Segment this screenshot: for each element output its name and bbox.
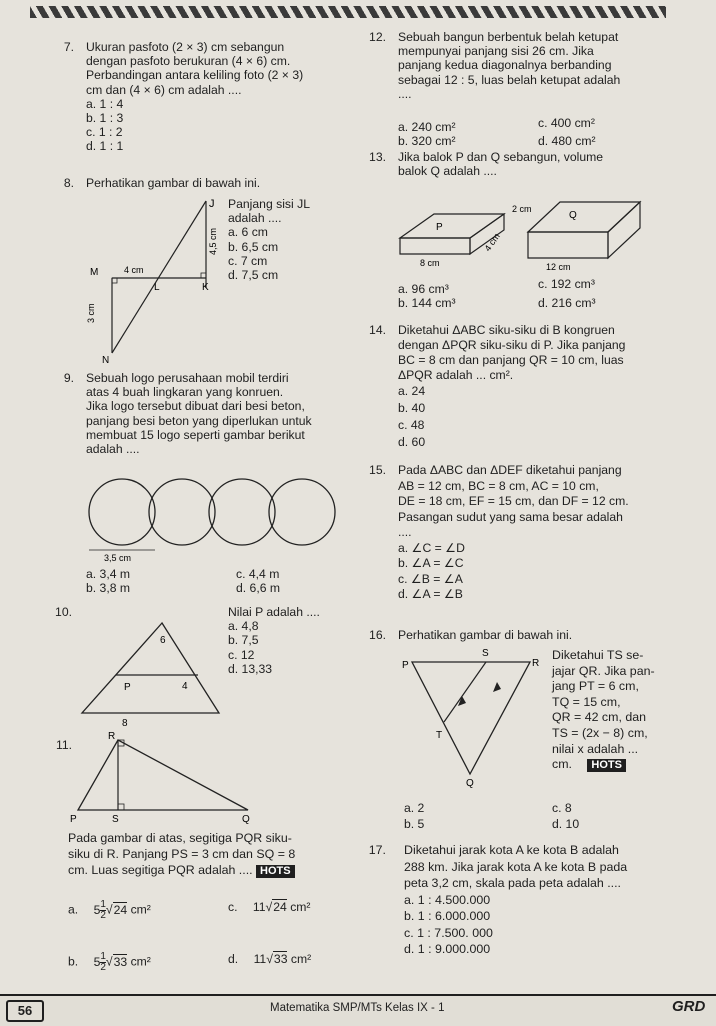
label-p: P bbox=[70, 814, 77, 825]
question-number: 12. bbox=[369, 30, 386, 44]
label-p: P bbox=[402, 660, 409, 671]
label-q: Q bbox=[569, 210, 577, 221]
question-15 bbox=[369, 463, 670, 603]
option-c[interactable]: c. 48 bbox=[398, 418, 425, 432]
question-number: 16. bbox=[369, 628, 386, 642]
length-p: 8 cm bbox=[420, 258, 440, 268]
option-a[interactable]: a. ∠C = ∠D bbox=[398, 540, 465, 555]
question-number: 9. bbox=[63, 371, 74, 385]
question-number: 8. bbox=[63, 176, 74, 190]
option-a[interactable]: a. 96 cm³ bbox=[398, 282, 449, 296]
option-b[interactable]: b. 3,8 m bbox=[86, 581, 131, 596]
option-d[interactable]: d. 13,33 bbox=[228, 661, 273, 676]
fraction bbox=[100, 952, 106, 973]
question-8 bbox=[63, 176, 356, 190]
question-text: Sebuah bangun berbentuk belah ketupat bbox=[398, 30, 619, 44]
question-number: 11. bbox=[55, 738, 72, 752]
q12-options bbox=[398, 116, 688, 148]
label-j: J bbox=[209, 198, 215, 210]
right-angle-mark bbox=[201, 273, 206, 278]
question-text: Ukuran pasfoto (2 × 3) cm sebangun bbox=[86, 40, 285, 54]
option-d[interactable]: d. 216 cm³ bbox=[538, 296, 596, 311]
label-8: 8 bbox=[122, 718, 128, 729]
length-jl: 4,5 cm bbox=[208, 227, 218, 255]
option-d[interactable]: d. 11√33 cm² bbox=[228, 952, 312, 966]
label-r: R bbox=[108, 731, 116, 742]
question-text: Perhatikan gambar di bawah ini. bbox=[86, 176, 261, 190]
question-text: adalah .... bbox=[86, 442, 140, 457]
q13-figure bbox=[394, 190, 664, 275]
q8-side-text bbox=[228, 197, 358, 282]
unit: cm² bbox=[290, 900, 311, 914]
question-text: atas 4 buah lingkaran yang konruen. bbox=[86, 385, 284, 400]
label-r: R bbox=[532, 658, 540, 669]
option-c[interactable]: c. 7 cm bbox=[228, 253, 268, 268]
depth-p: 4 cm bbox=[482, 231, 502, 254]
question-text: jajar QR. Jika pan- bbox=[552, 663, 655, 678]
width-q: 2 cm bbox=[512, 204, 532, 214]
question-number: 7. bbox=[63, 40, 74, 54]
option-c[interactable]: c. 11√24 cm² bbox=[228, 900, 311, 914]
question-text: dengan ΔPQR siku-siku di P. Jika panjang bbox=[398, 338, 626, 352]
option-c[interactable]: c. 4,4 m bbox=[236, 567, 280, 581]
right-angle-mark bbox=[112, 278, 117, 283]
radicand: 24 bbox=[273, 900, 287, 914]
balok-p-top bbox=[400, 214, 504, 238]
question-number: 17. bbox=[368, 843, 386, 857]
question-text: adalah .... bbox=[228, 211, 282, 226]
question-text: Sebuah logo perusahaan mobil terdiri bbox=[86, 371, 289, 385]
footer-title: Matematika SMP/MTs Kelas IX - 1 bbox=[270, 1002, 445, 1014]
q11-figure bbox=[68, 728, 258, 826]
question-text: membuat 15 logo seperti gambar berikut bbox=[86, 427, 305, 442]
option-b[interactable]: b. 7,5 bbox=[228, 633, 259, 648]
question-text: DE = 18 cm, EF = 15 cm, dan DF = 12 cm. bbox=[398, 494, 629, 508]
option-letter: d. bbox=[228, 952, 239, 966]
label-4: 4 bbox=[182, 681, 188, 692]
question-text: Jika logo tersebut dibuat dari besi beton, bbox=[86, 399, 305, 414]
option-c[interactable]: c. 12 bbox=[228, 647, 255, 662]
question-number: 15. bbox=[369, 463, 386, 477]
ring bbox=[269, 479, 335, 545]
question-text: Diketahui jarak kota A ke kota B adalah bbox=[404, 843, 619, 857]
unit: cm² bbox=[130, 954, 151, 969]
question-12 bbox=[369, 30, 668, 101]
option-d[interactable]: d. 6,6 m bbox=[236, 581, 281, 596]
label-n: N bbox=[102, 355, 110, 366]
question-11 bbox=[68, 830, 358, 878]
parallel-arrow bbox=[493, 682, 501, 692]
label-p: P bbox=[124, 682, 131, 693]
question-text: balok Q adalah .... bbox=[398, 164, 497, 179]
question-14 bbox=[369, 323, 670, 451]
question-text: Perbandingan antara keliling foto (2 × 3) bbox=[86, 68, 304, 83]
radicand: 33 bbox=[113, 954, 128, 969]
label-q: Q bbox=[242, 814, 250, 825]
option-d[interactable]: d. 1 : 1 bbox=[86, 139, 124, 154]
option-a[interactable]: a. 1 : 4 bbox=[86, 96, 124, 111]
ring bbox=[149, 479, 215, 545]
question-text: BC = 8 cm dan panjang QR = 10 cm, luas bbox=[398, 353, 624, 367]
question-text: Pasangan sudut yang sama besar adalah bbox=[398, 509, 623, 524]
question-text: siku di R. Panjang PS = 3 cm dan SQ = 8 bbox=[68, 847, 296, 861]
denominator: 2 bbox=[100, 962, 106, 973]
hots-badge: HOTS bbox=[256, 865, 295, 878]
q8-figure bbox=[84, 193, 224, 368]
label-6: 6 bbox=[160, 635, 166, 646]
option-d[interactable]: d. 10 bbox=[552, 817, 580, 831]
label-l: L bbox=[154, 282, 160, 293]
segment-ts bbox=[444, 662, 486, 722]
question-text: TQ = 15 cm, bbox=[552, 694, 621, 709]
option-d[interactable]: d. 7,5 cm bbox=[228, 268, 279, 283]
fraction bbox=[100, 900, 106, 921]
question-text: Jika balok P dan Q sebangun, volume bbox=[398, 150, 604, 164]
option-b[interactable]: b. 320 cm² bbox=[398, 134, 456, 149]
numerator: 1 bbox=[100, 951, 106, 962]
question-text: QR = 42 cm, dan bbox=[552, 710, 647, 725]
option-letter: b. bbox=[68, 954, 79, 969]
option-b[interactable]: b. 144 cm³ bbox=[398, 296, 456, 311]
label-s: S bbox=[112, 814, 119, 825]
option-a[interactable]: a. 24 bbox=[398, 384, 426, 398]
q9-figure-rings bbox=[84, 474, 344, 564]
option-d[interactable]: d. 1 : 9.000.000 bbox=[404, 942, 491, 956]
ring bbox=[209, 479, 275, 545]
option-d[interactable]: d. 60 bbox=[398, 435, 426, 449]
q10-figure bbox=[74, 615, 224, 730]
option-letter: a. bbox=[68, 902, 79, 917]
unit: cm² bbox=[130, 902, 151, 917]
option-b[interactable]: b. 1 : 3 bbox=[86, 111, 124, 126]
question-10 bbox=[228, 605, 358, 676]
question-13 bbox=[369, 150, 668, 179]
question-text: sebagai 12 : 5, luas belah ketupat adalah bbox=[398, 72, 621, 87]
q16-options bbox=[404, 800, 694, 832]
q16-side-text bbox=[552, 648, 682, 773]
question-text: ΔPQR adalah ... cm². bbox=[398, 368, 514, 382]
question-17 bbox=[368, 842, 686, 958]
question-text: AB = 12 cm, BC = 8 cm, AC = 10 cm, bbox=[398, 478, 599, 493]
option-b[interactable]: b. 1 : 6.000.000 bbox=[404, 909, 491, 923]
page-number: 56 bbox=[6, 1000, 44, 1022]
option-value: 5 bbox=[93, 954, 101, 969]
question-number: 13. bbox=[369, 150, 386, 164]
option-b[interactable]: b. 5 bbox=[404, 817, 425, 831]
right-angle-mark bbox=[118, 804, 124, 810]
question-text: Pada gambar di atas, segitiga PQR siku- bbox=[68, 831, 292, 845]
question-text: .... bbox=[398, 86, 412, 101]
question-text: Pada ΔABC dan ΔDEF diketahui panjang bbox=[398, 463, 622, 477]
option-value: 5 bbox=[93, 902, 101, 917]
label-t: T bbox=[436, 730, 443, 741]
question-number: 10. bbox=[55, 605, 72, 619]
balok-q-side bbox=[608, 202, 640, 258]
triangle-pqr bbox=[78, 740, 248, 810]
question-text: cm dan (4 × 6) cm adalah .... bbox=[86, 82, 242, 97]
question-text: peta 3,2 cm, skala pada peta adalah .... bbox=[404, 876, 621, 890]
question-text: mempunyai panjang sisi 26 cm. Jika bbox=[398, 44, 594, 59]
option-d[interactable]: d. ∠A = ∠B bbox=[398, 587, 463, 601]
question-text: Diketahui TS se- bbox=[552, 648, 644, 662]
option-a[interactable]: a. 1 : 4.500.000 bbox=[404, 892, 491, 907]
option-letter: c. bbox=[228, 900, 238, 914]
option-c[interactable]: c. 1 : 7.500. 000 bbox=[404, 925, 493, 940]
question-text: 288 km. Jika jarak kota A ke kota B pada bbox=[404, 859, 628, 874]
radicand: 24 bbox=[113, 902, 128, 917]
triangle-pqr bbox=[412, 662, 530, 774]
numerator: 1 bbox=[100, 899, 106, 910]
publisher-logo: GRD bbox=[672, 998, 706, 1015]
question-text: Nilai P adalah .... bbox=[228, 605, 320, 619]
option-b[interactable]: b. 6,5 cm bbox=[228, 239, 279, 254]
label-k: K bbox=[202, 282, 209, 293]
option-a[interactable]: a. 6 cm bbox=[228, 225, 268, 240]
q9-options bbox=[86, 567, 386, 595]
option-a[interactable]: a. 5 $\frac{1}{2}$ √24 cm² bbox=[68, 899, 151, 921]
question-text: nilai x adalah ... bbox=[552, 741, 639, 756]
option-value: 11 bbox=[253, 952, 267, 966]
question-text: panjang kedua diagonalnya berbanding bbox=[398, 58, 612, 73]
length-mk: 4 cm bbox=[124, 265, 144, 275]
ring bbox=[89, 479, 155, 545]
question-text: cm. Luas segitiga PQR adalah .... bbox=[68, 863, 253, 877]
q13-options bbox=[398, 277, 688, 310]
question-9 bbox=[63, 371, 356, 457]
label-s: S bbox=[482, 648, 489, 659]
question-text: Perhatikan gambar di bawah ini. bbox=[398, 628, 573, 642]
denominator: 2 bbox=[100, 910, 106, 921]
question-7 bbox=[63, 40, 356, 154]
question-text: cm. bbox=[552, 757, 572, 772]
q16-figure bbox=[398, 646, 548, 791]
left-column bbox=[63, 40, 356, 154]
option-b[interactable]: b. 5 $\frac{1}{2}$ √33 cm² bbox=[68, 951, 151, 973]
radicand: 33 bbox=[273, 952, 288, 966]
balok-q-front bbox=[528, 232, 608, 258]
unit: cm² bbox=[290, 952, 312, 966]
label-p: P bbox=[436, 222, 443, 233]
label-m: M bbox=[90, 267, 99, 278]
label-q: Q bbox=[466, 778, 474, 789]
question-text: Diketahui ΔABC siku-siku di B kongruen bbox=[398, 323, 615, 337]
option-a[interactable]: a. 2 bbox=[404, 801, 425, 815]
option-b[interactable]: b. ∠A = ∠C bbox=[398, 556, 464, 570]
option-d[interactable]: d. 480 cm² bbox=[538, 134, 596, 149]
question-text: panjang besi beton yang diperlukan untuk bbox=[86, 413, 312, 428]
option-c[interactable]: c. 1 : 2 bbox=[86, 125, 123, 140]
question-text: .... bbox=[398, 525, 412, 539]
length-q: 12 cm bbox=[546, 262, 571, 272]
option-a[interactable]: a. 3,4 m bbox=[86, 567, 131, 581]
option-c[interactable]: c. 192 cm³ bbox=[538, 277, 595, 291]
hots-badge: HOTS bbox=[587, 759, 626, 772]
ring-diameter-label: 3,5 cm bbox=[104, 553, 132, 563]
question-text: dengan pasfoto berukuran (4 × 6) cm. bbox=[86, 54, 291, 69]
question-number: 14. bbox=[369, 323, 386, 337]
segment-jn bbox=[112, 201, 206, 353]
option-c[interactable]: c. 8 bbox=[552, 801, 572, 815]
option-a[interactable]: a. 4,8 bbox=[228, 619, 259, 634]
option-b[interactable]: b. 40 bbox=[398, 401, 426, 415]
length-mn: 3 cm bbox=[86, 303, 96, 323]
question-text: Panjang sisi JL bbox=[228, 197, 310, 211]
option-a[interactable]: a. 240 cm² bbox=[398, 120, 456, 134]
option-value: 11 bbox=[252, 900, 266, 914]
question-16 bbox=[369, 628, 668, 642]
triangle bbox=[82, 623, 219, 713]
option-c[interactable]: c. 400 cm² bbox=[538, 116, 595, 130]
option-c[interactable]: c. ∠B = ∠A bbox=[398, 571, 463, 586]
balok-p-front bbox=[400, 238, 470, 254]
question-text: jang PT = 6 cm, bbox=[552, 679, 639, 694]
question-text: TS = (2x − 8) cm, bbox=[552, 725, 648, 740]
top-decorative-band bbox=[30, 6, 666, 18]
